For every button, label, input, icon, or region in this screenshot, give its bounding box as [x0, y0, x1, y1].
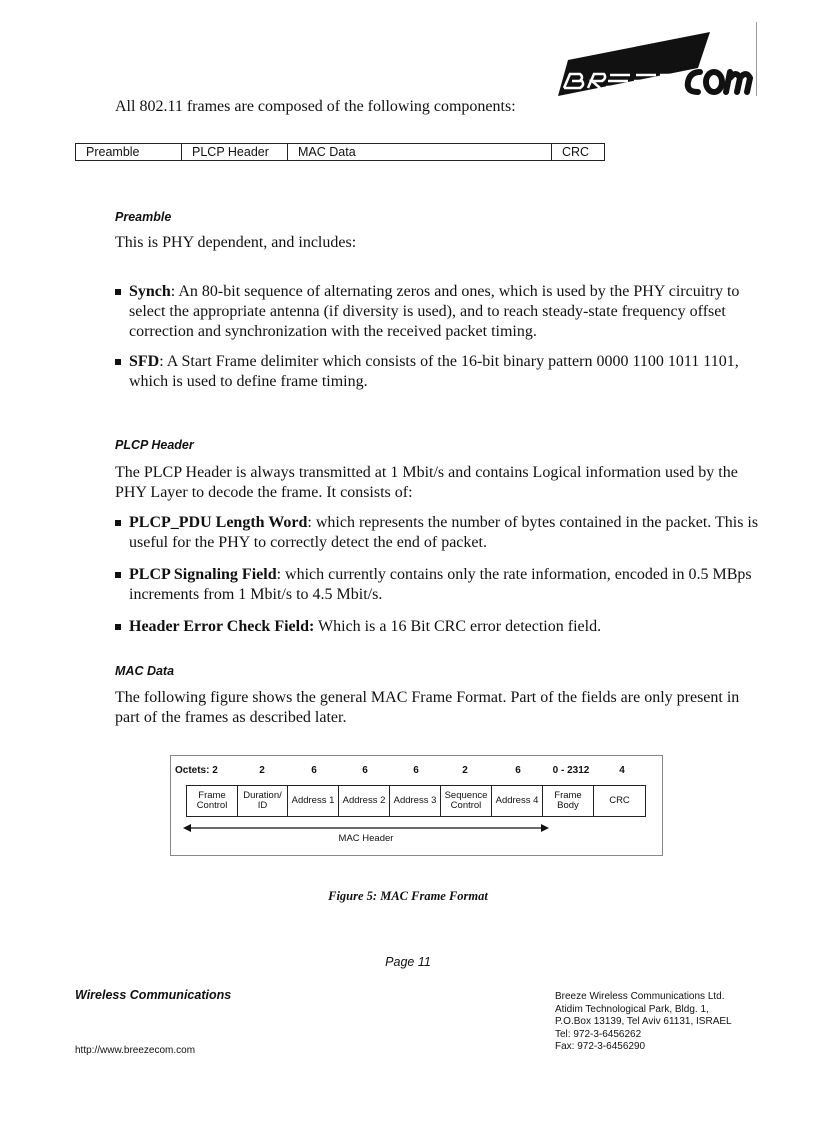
figure-caption: Figure 5: MAC Frame Format	[328, 889, 488, 903]
bullet-plcp-length	[115, 513, 765, 553]
preamble-heading: Preamble	[115, 210, 172, 224]
mac-heading: MAC Data	[115, 664, 175, 678]
field-address-4: Address 4	[491, 785, 543, 817]
component-crc: CRC	[552, 144, 605, 161]
bullet-term: Header Error Check Field:	[129, 618, 315, 635]
mac-intro: The following figure shows the general MAC Frame Format. Part of the fields are only present in part of the frames as described later.	[115, 689, 740, 726]
bullet-term: PLCP Signaling Field	[129, 566, 277, 583]
address-line: Atidim Technological Park, Bldg. 1,	[555, 1003, 709, 1015]
address-line: Breeze Wireless Communications Ltd.	[555, 991, 725, 1002]
address-line: Fax: 972-3-6456290	[555, 1041, 646, 1052]
octets-label: Octets: 2	[175, 765, 218, 776]
bullet-marker	[115, 289, 121, 295]
component-plcp-header: PLCP Header	[182, 144, 288, 161]
footer-address	[555, 991, 732, 1054]
bullet-header-error-check	[115, 617, 765, 637]
address-line: Tel: 972-3-6456262	[555, 1028, 642, 1040]
field-crc: CRC	[593, 785, 646, 817]
plcp-intro: The PLCP Header is always transmitted at 1 Mbit/s and contains Logical information used by the PHY Layer to decode the frame. It consists of:	[115, 464, 738, 501]
octet-duration: 2	[259, 765, 265, 776]
field-frame-control: Frame Control	[186, 785, 238, 817]
mac-frame-figure	[170, 755, 663, 856]
octet-address2: 6	[362, 765, 368, 776]
page-number: Page 11	[385, 955, 431, 969]
field-frame-body: Frame Body	[542, 785, 594, 817]
breezecom-logo	[550, 30, 755, 100]
field-duration-id: Duration/ ID	[237, 785, 288, 817]
bullet-text: : An 80-bit sequence of alternating zeros and ones, which is used by the PHY circuitry to select the appropriate antenna (if diversity is used), and to reach steady-state frequency offset correction and synchronization with the received packet timing.	[129, 283, 740, 340]
bullet-marker	[115, 572, 121, 578]
logo-divider	[756, 22, 757, 96]
field-sequence-control: Sequence Control	[440, 785, 492, 817]
footer-title: Wireless Communications	[75, 988, 232, 1002]
octet-address3: 6	[413, 765, 419, 776]
bullet-synch	[115, 282, 765, 342]
bullet-text: : A Start Frame delimiter which consists of the 16-bit binary pattern 0000 1100 1011 1101, which is used to define frame timing.	[129, 353, 739, 390]
component-preamble: Preamble	[76, 144, 182, 161]
field-address-2: Address 2	[338, 785, 390, 817]
bullet-term: PLCP_PDU Length Word	[129, 514, 308, 531]
octet-address4: 6	[515, 765, 521, 776]
octet-crc: 4	[619, 765, 625, 776]
mac-header-label: MAC Header	[338, 833, 394, 844]
bullet-term: SFD	[129, 353, 160, 370]
field-address-3: Address 3	[389, 785, 441, 817]
intro-text: All 802.11 frames are composed of the following components:	[115, 98, 516, 115]
address-line: P.O.Box 13139, Tel Aviv 61131, ISRAEL	[555, 1016, 732, 1027]
bullet-term: Synch	[129, 283, 171, 300]
bullet-marker	[115, 520, 121, 526]
octet-sequence: 2	[462, 765, 468, 776]
plcp-heading: PLCP Header	[115, 438, 194, 452]
bullet-text: Which is a 16 Bit CRC error detection field.	[314, 618, 602, 635]
octet-frame-body: 0 - 2312	[552, 765, 590, 776]
octet-address1: 6	[311, 765, 317, 776]
bullet-text: : which represents the number of bytes contained in the packet. This is useful for the PHY to correctly detect the end of packet.	[129, 514, 759, 551]
bullet-marker	[115, 624, 121, 630]
bullet-plcp-signaling	[115, 565, 765, 605]
bullet-text: : which currently contains only the rate information, encoded in 0.5 MBps increments from 1 Mbit/s to 4.5 Mbit/s.	[129, 566, 752, 603]
frame-components-table	[75, 143, 605, 161]
bullet-marker	[115, 359, 121, 365]
preamble-intro: This is PHY dependent, and includes:	[115, 234, 357, 251]
bullet-sfd	[115, 352, 765, 392]
footer-url: http://www.breezecom.com	[75, 1045, 196, 1056]
field-address-1: Address 1	[287, 785, 339, 817]
component-mac-data: MAC Data	[288, 144, 552, 161]
